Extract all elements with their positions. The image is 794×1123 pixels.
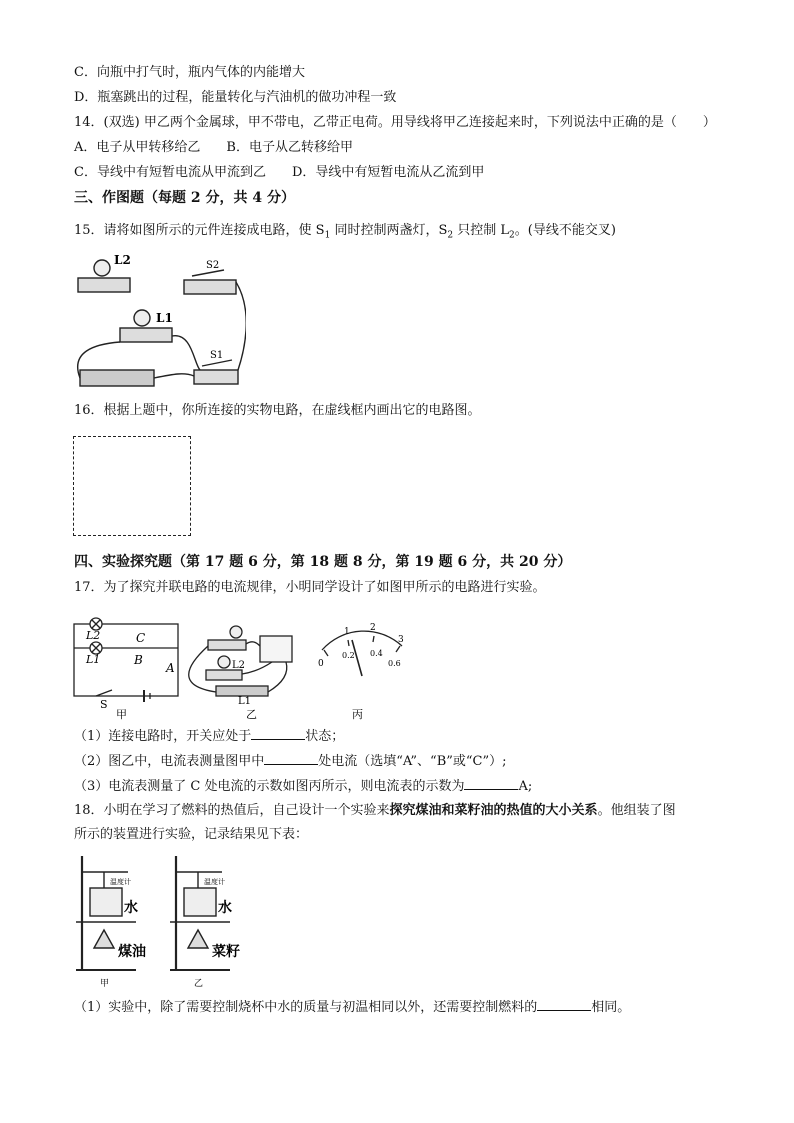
q15-label-s1: S1: [210, 350, 224, 361]
q18-label-thermometer-1: 温度计: [110, 878, 131, 886]
q17-label-l2-physical: L2: [232, 660, 246, 671]
q17-tick-0: 0: [318, 659, 324, 669]
q18-label-kerosene: 煤油: [118, 944, 146, 960]
q14-stem: 14．(双选) 甲乙两个金属球，甲不带电，乙带正电荷。用导线将甲乙连接起来时，下列说法中正确的是（ ）: [74, 115, 716, 130]
q17-label-c: C: [136, 631, 146, 645]
q17-tick-3: 3: [398, 635, 404, 645]
q17-part-3-blank[interactable]: [464, 777, 518, 790]
q18-part-1: （1）实验中，除了需要控制烧杯中水的质量与初温相同以外，还需要控制燃料的 相同。: [74, 1000, 631, 1015]
q13-option-c: C．向瓶中打气时，瓶内气体的内能增大: [74, 65, 305, 80]
q17-part-1: （1）连接电路时，开关应处于 状态；: [74, 729, 345, 744]
q17-tick-2: 2: [370, 623, 376, 633]
section-3-heading: 三、作图题（每题 2 分，共 4 分）: [74, 190, 295, 206]
q14-options-ab: A．电子从甲转移给乙 B．电子从乙转移给甲: [74, 140, 353, 155]
q15-label-l1: L1: [156, 311, 173, 325]
q18-caption-yi: 乙: [194, 979, 204, 989]
q17-caption-bing: 丙: [352, 708, 363, 721]
q15-stem: 15．请将如图所示的元件连接成电路，使 $S_1$ 同时控制两盏灯，$S_2$ 只控制 $L_2$。(导线不能交叉): [74, 223, 616, 241]
q18-caption-jia: 甲: [100, 979, 110, 989]
q17-tick-0-4: 0.4: [370, 649, 383, 658]
q18-label-thermometer-2: 温度计: [204, 878, 225, 886]
q13-option-d: D．瓶塞跳出的过程，能量转化与汽油机的做功冲程一致: [74, 90, 397, 105]
q15-label-l2: L2: [114, 253, 131, 267]
q17-caption-jia: 甲: [116, 708, 127, 721]
q17-part-3: （3）电流表测量了 C 处电流的示数如图丙所示，则电流表的示数为 A;: [74, 779, 533, 794]
q18-label-water-1: 水: [124, 900, 138, 916]
q15-label-s2: S2: [206, 260, 220, 271]
q17-label-s: S: [100, 698, 108, 711]
q17-part-2-blank[interactable]: [264, 752, 318, 765]
q17-tick-0-2: 0.2: [342, 651, 355, 660]
q18-stem-line-2: 所示的装置进行实验，记录结果见下表：: [74, 827, 309, 842]
q17-part-2: （2）图乙中，电流表测量图甲中 处电流（选填“A”、“B”或“C”）;: [74, 754, 507, 769]
q18-label-water-2: 水: [218, 900, 232, 916]
q17-caption-yi: 乙: [246, 708, 257, 721]
q17-label-l1: L1: [86, 653, 101, 666]
q17-label-l1-physical: L1: [238, 696, 252, 707]
q17-tick-0-6: 0.6: [388, 659, 401, 668]
q16-answer-box: [73, 436, 191, 536]
q18-part-1-blank[interactable]: [537, 998, 591, 1011]
q17-stem: 17．为了探究并联电路的电流规律，小明同学设计了如图甲所示的电路进行实验。: [74, 580, 546, 595]
q18-label-rapeseed: 菜籽: [212, 944, 240, 960]
q17-circuit-figures: [66, 606, 410, 722]
q14-options-cd: C．导线中有短暂电流从甲流到乙 D．导线中有短暂电流从乙流到甲: [74, 165, 485, 180]
q17-part-1-blank[interactable]: [251, 727, 305, 740]
q17-label-l2: L2: [86, 629, 101, 642]
q17-label-b: B: [134, 653, 143, 667]
q15-circuit-components-figure: [74, 252, 246, 392]
q17-label-a: A: [166, 661, 175, 675]
q16-stem: 16．根据上题中，你所连接的实物电路，在虚线框内画出它的电路图。: [74, 403, 481, 418]
q18-apparatus-figure: [74, 852, 258, 990]
section-4-heading: 四、实验探究题（第 17 题 6 分，第 18 题 8 分，第 19 题 6 分，共 20 分）: [74, 554, 572, 570]
q18-stem-line-1: 18．小明在学习了燃料的热值后，自己设计一个实验来探究煤油和菜籽油的热值的大小关系。他组装了图: [74, 803, 676, 818]
q17-tick-1: 1: [344, 627, 350, 637]
